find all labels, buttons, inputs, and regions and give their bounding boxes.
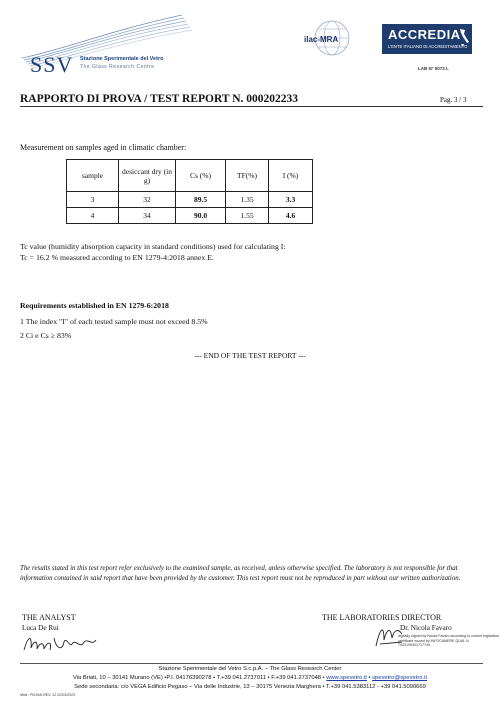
cell-sample: 4: [67, 208, 119, 224]
tc-description: Tc value (humidity absorption capacity in standard conditions) used for calculating I:: [20, 242, 286, 251]
ssv-name: Stazione Sperimentale del Vetro: [80, 56, 164, 62]
accredia-tagline: L'ENTE ITALIANO DI ACCREDITAMENTO: [388, 44, 468, 49]
director-name: Dr. Nicola Favaro: [400, 624, 452, 632]
table-row: [67, 208, 313, 224]
cell-tf: 1.55: [226, 208, 269, 224]
cell-tf: 1.35: [226, 192, 269, 208]
results-table: [66, 159, 313, 224]
lab-number: LAB N° 0073 L: [418, 66, 449, 71]
cell-i: 3.3: [269, 192, 313, 208]
report-title: RAPPORTO DI PROVA / TEST REPORT N. 000202233: [20, 93, 299, 105]
digital-signature-note: digitally signed by Nicola Favaro according to current legislation certificate issued by INFOCAMERE QUAL N. 7420100001717744: [398, 634, 500, 647]
header-desiccant: desiccant dry (in g): [119, 160, 176, 192]
footer-secondary-office: Sede secondaria: c/o VEGA Edificio Pegaso – Via delle Industrie, 13 – 30175 Venezia Marghera • T.+39 041.5383112 - +39 041.5090669: [74, 684, 426, 690]
header-divider: [20, 106, 483, 107]
ssv-subtitle: The Glass Research Centre: [80, 64, 155, 70]
cell-cs: 89.5: [176, 192, 226, 208]
director-heading: THE LABORATORIES DIRECTOR: [322, 613, 442, 622]
italy-map-icon: [458, 28, 470, 48]
header-cs: Cs (%): [176, 160, 226, 192]
requirement-1: 1 The index "I" of each tested sample must not exceed 8.5%: [20, 317, 208, 326]
analyst-name: Luca De Rui: [22, 624, 59, 632]
footer-divider: [20, 663, 483, 664]
header-i: I (%): [269, 160, 313, 192]
ssv-logo-text: SSV: [30, 52, 74, 77]
requirement-2: 2 Ci e Cs ≥ 83%: [20, 331, 72, 340]
header-tf: TF(%): [226, 160, 269, 192]
table-row: [67, 192, 313, 208]
end-of-report: --- END OF THE TEST REPORT ---: [194, 351, 306, 360]
analyst-heading: THE ANALYST: [22, 613, 76, 622]
website-link[interactable]: www.spevetro.it: [326, 675, 367, 681]
disclaimer: The results stated in this test report refer exclusively to the examined sample, as received, unless otherwise specified. The laboratory is not responsible for that information contained in said report that have been provided by the customer. This test report must not be reproduced in part without our written authorization.: [20, 565, 461, 582]
analyst-signature: [22, 630, 98, 656]
accredia-name: ACCREDIA: [388, 27, 461, 42]
email-link[interactable]: spevetro@spevetro.it: [372, 675, 428, 681]
cell-cs: 90.0: [176, 208, 226, 224]
cell-i: 4.6: [269, 208, 313, 224]
page-number: Pag. 3 / 3: [440, 96, 467, 104]
requirements-heading: Requirements established in EN 1279-6:2018: [20, 301, 169, 310]
tc-value: Tc = 16.2 % measured according to EN 1279-4:2018 annex E.: [20, 253, 214, 262]
cell-sample: 3: [67, 192, 119, 208]
form-code: Mod.: PG19/6.REV. 12 02/03/2023: [20, 693, 76, 697]
cell-desiccant: 32: [119, 192, 176, 208]
footer-address: Via Briati, 10 – 30141 Murano (VE) •P.I. 04176390278 • T.+39 041.2737011 • F.+39 041.2737048 • www.spevetro.it • spevetro@spevetro.it: [72, 675, 428, 681]
intro-text: Measurement on samples aged in climatic chamber:: [20, 143, 187, 152]
table-header-row: [67, 160, 313, 192]
header-sample: sample: [67, 160, 119, 192]
ilac-mra-text: ilac-MRA: [304, 35, 339, 44]
footer-company: Stazione Sperimentale del Vetro S.c.p.A. – The Glass Research Center: [158, 666, 342, 672]
cell-desiccant: 34: [119, 208, 176, 224]
